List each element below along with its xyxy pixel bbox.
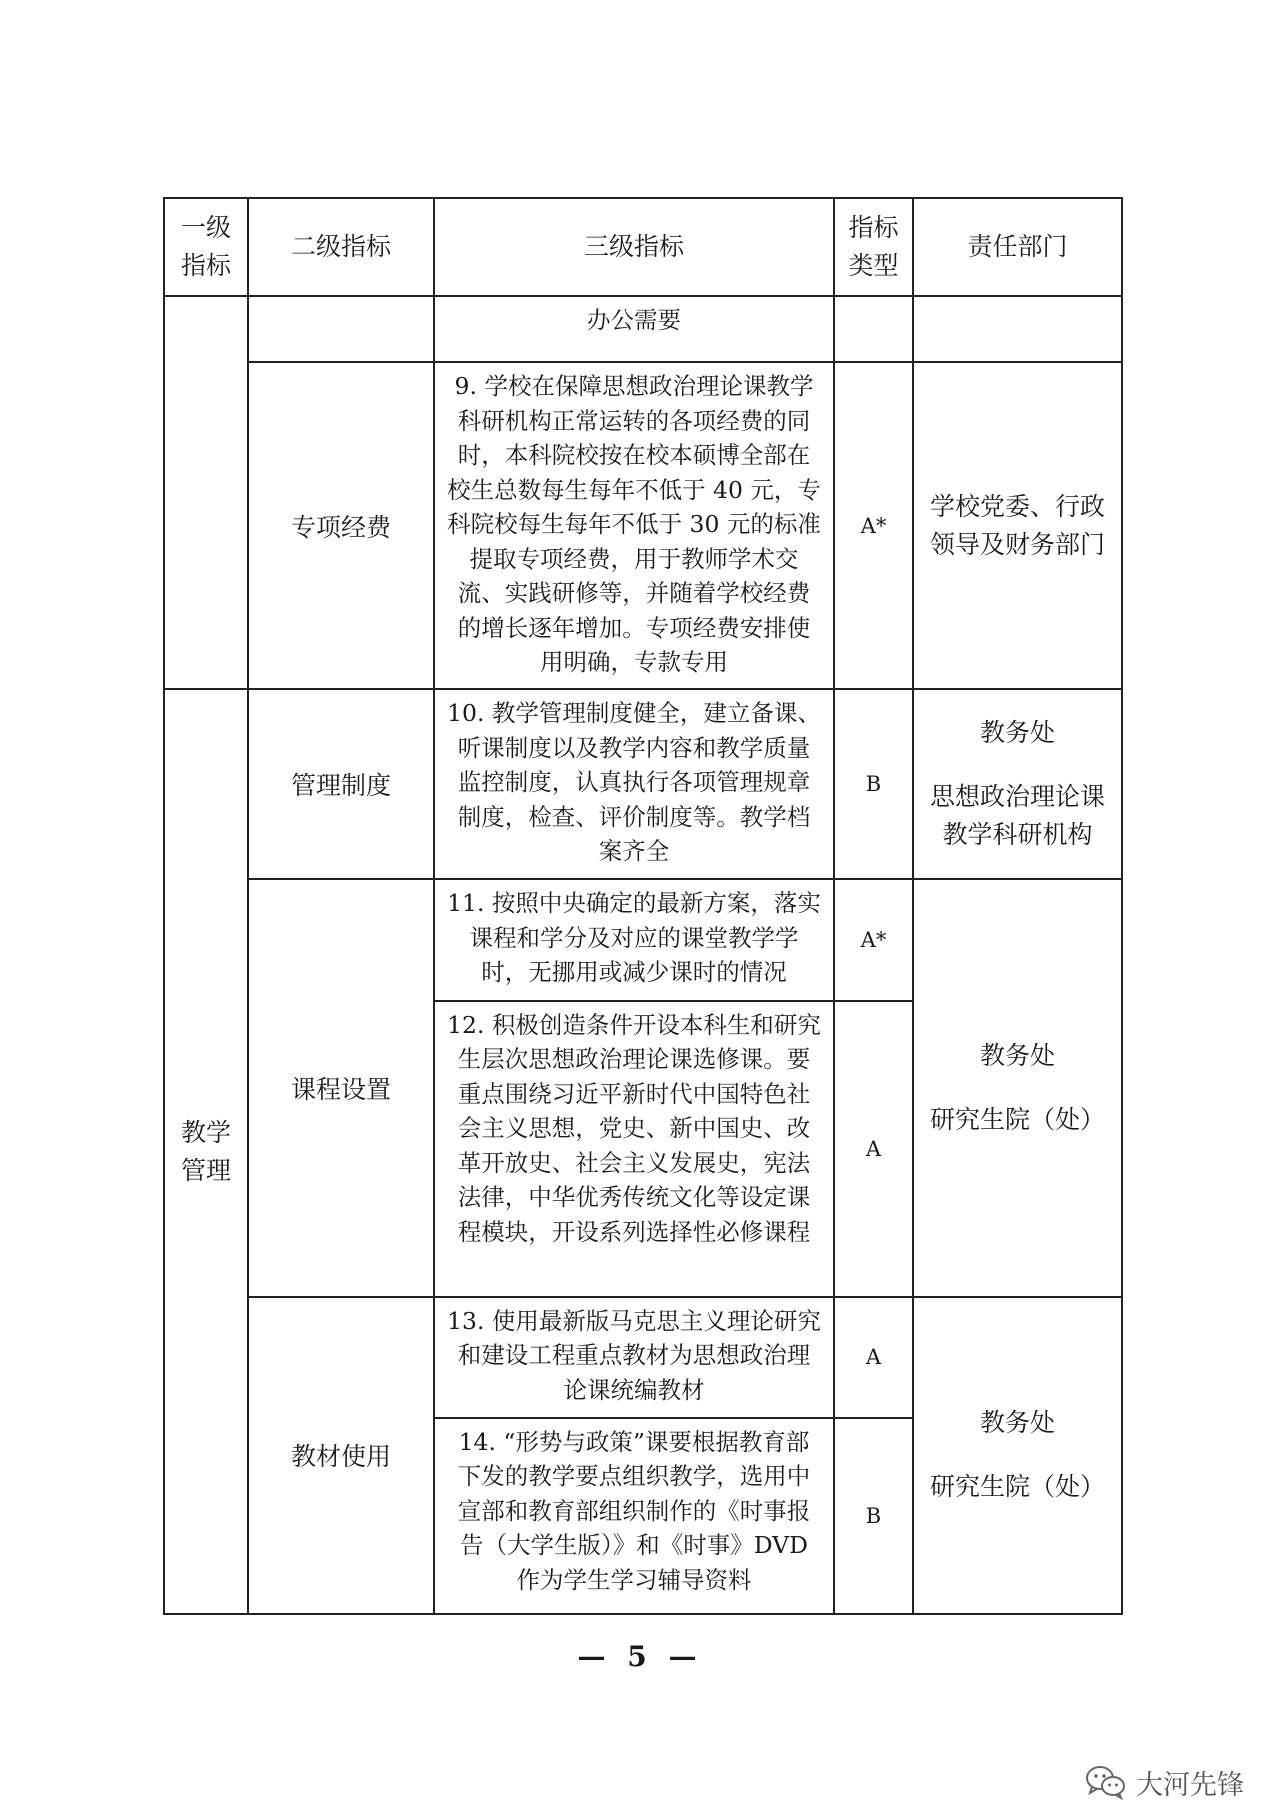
header-type: 指标 类型 (834, 198, 913, 296)
type-cell: A (834, 1297, 913, 1418)
dept-cell (913, 1297, 1122, 1614)
type-cell: A* (834, 362, 913, 689)
indicator-table (163, 197, 1123, 1615)
level3-cell: 12. 积极创造条件开设本科生和研究生层次思想政治理论课选修课。要重点围绕习近平新时代中国特色社会主义思想，党史、新中国史、改革开放史、社会主义发展史，宪法法律，中华优秀传统文化等设定课程模块，开设系列选择性必修课程 (434, 1001, 834, 1297)
header-level2: 二级指标 (248, 198, 434, 296)
header-level3: 三级指标 (434, 198, 834, 296)
dept-line: 研究生院（处） (929, 1105, 1105, 1135)
level2-cell: 专项经费 (248, 362, 434, 689)
level3-cell: 办公需要 (434, 296, 834, 362)
watermark-text: 大河先锋 (1136, 1769, 1244, 1801)
table-row (164, 879, 1122, 1000)
dept-text: 学校党委、行政领导及财务部门 (929, 491, 1105, 559)
dept-cell (913, 689, 1122, 879)
level3-cell: 13. 使用最新版马克思主义理论研究和建设工程重点教材为思想政治理论课统编教材 (434, 1297, 834, 1418)
dept-cell (913, 296, 1122, 362)
type-cell: B (834, 689, 913, 879)
watermark (1084, 1762, 1244, 1802)
dept-line: 教务处 (979, 1408, 1055, 1438)
level2-cell: 课程设置 (248, 879, 434, 1296)
table-row (164, 689, 1122, 879)
level3-cell: 10. 教学管理制度健全，建立备课、听课制度以及教学内容和教学质量监控制度，认真执行各项管理规章制度，检查、评价制度等。教学档案齐全 (434, 689, 834, 879)
table-row (164, 362, 1122, 689)
dept-line: 教务处 (979, 1041, 1055, 1071)
level3-cell: 14. “形势与政策”课要根据教育部下发的教学要点组织教学，选用中宣部和教育部组织制作的《时事报告（大学生版）》和《时事》DVD 作为学生学习辅导资料 (434, 1418, 834, 1614)
table-row (164, 1297, 1122, 1418)
page-number: — 5 — (577, 1640, 703, 1673)
level2-cell: 管理制度 (248, 689, 434, 879)
type-cell: B (834, 1418, 913, 1614)
type-cell: A (834, 1001, 913, 1297)
level2-cell: 教材使用 (248, 1297, 434, 1614)
table-header-row (164, 198, 1122, 296)
level3-cell: 9. 学校在保障思想政治理论课教学科研机构正常运转的各项经费的同时，本科院校按在校本硕博全部在校生总数每生每年不低于 40 元，专科院校每生每年不低于 30 元的标准提取专项经费，用于教师学术交流、实践研修等，并随着学校经费的增长逐年增加。专项经费安排使用明确，专款专用 (434, 362, 834, 689)
level2-cell-empty (248, 296, 434, 362)
header-dept: 责任部门 (913, 198, 1122, 296)
wechat-logo-icon (1084, 1764, 1126, 1800)
level1-cell: 教学 管理 (164, 689, 248, 1614)
level1-cell-empty (164, 296, 248, 689)
dept-cell (913, 362, 1122, 689)
type-cell: A* (834, 879, 913, 1000)
dept-line: 研究生院（处） (929, 1472, 1105, 1502)
dept-line: 思想政治理论课教学科研机构 (929, 782, 1105, 850)
dept-cell (913, 879, 1122, 1296)
header-level1: 一级 指标 (164, 198, 248, 296)
table-row (164, 296, 1122, 362)
dept-line: 教务处 (979, 718, 1055, 748)
type-cell (834, 296, 913, 362)
level3-cell: 11. 按照中央确定的最新方案，落实课程和学分及对应的课堂教学学时，无挪用或减少课时的情况 (434, 879, 834, 1000)
